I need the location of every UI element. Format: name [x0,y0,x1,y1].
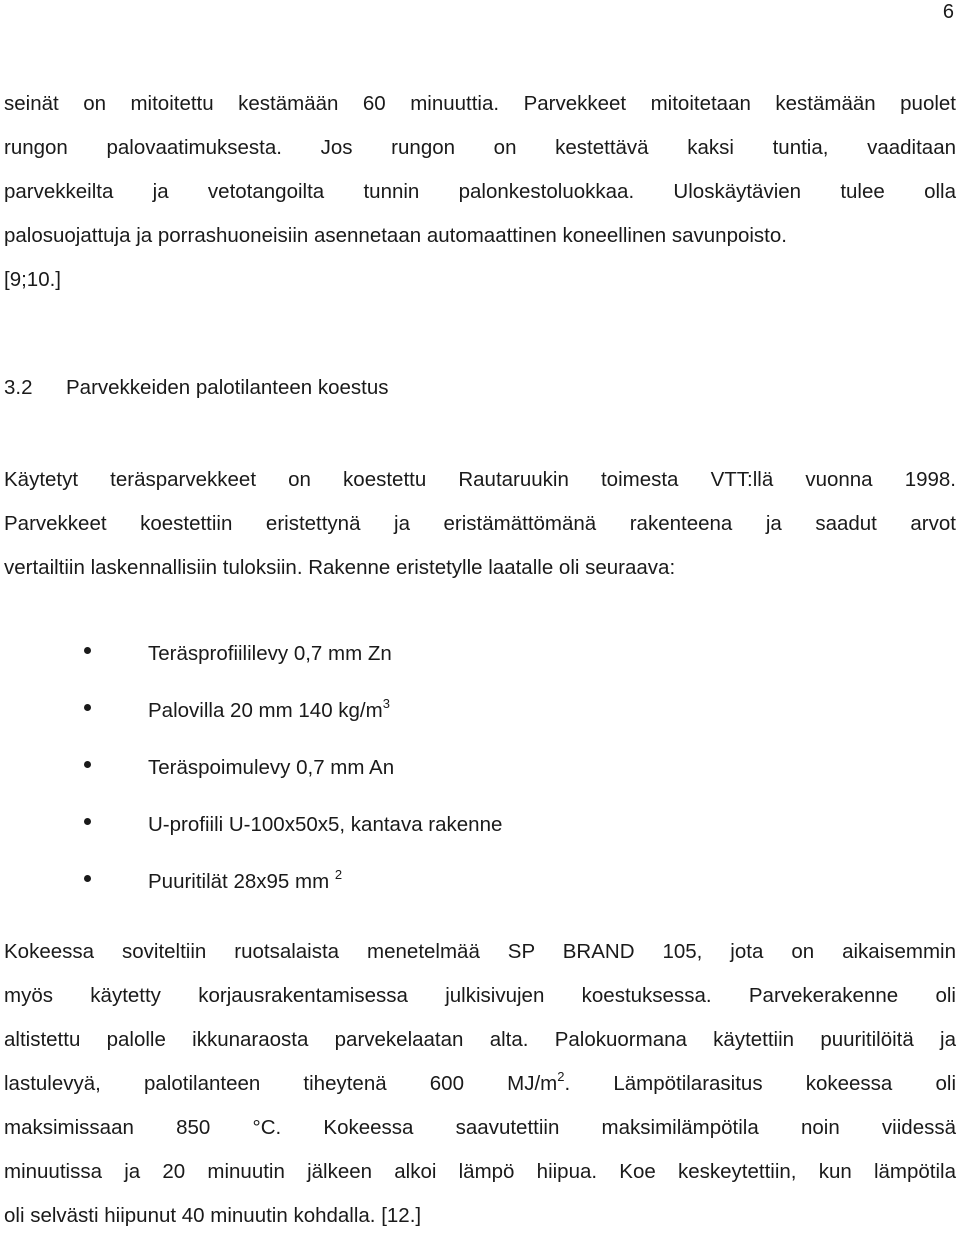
section-heading [4,366,389,410]
section-title: Parvekkeiden palotilanteen koestus [66,376,389,399]
paragraph-line: altistettu palolle ikkunaraosta parvekelaatan alta. Palokuormana käytettiin puuritilöitä ja [4,1028,956,1051]
list-item-text: Teräsprofiililevy 0,7 mm Zn [148,642,392,665]
list-item-text: Puuritilät 28x95 mm $^2$ [148,867,343,893]
section-number: 3.2 [4,376,33,399]
paragraph-line: [9;10.] [4,268,61,291]
paragraph-line: Käytetyt teräsparvekkeet on koestettu Rautaruukin toimesta VTT:llä vuonna 1998. [4,468,956,491]
paragraph-2 [4,458,956,590]
paragraph-line: parvekkeilta ja vetotangoilta tunnin palonkestoluokkaa. Uloskäytävien tulee olla [4,180,956,203]
list-item-text: U-profiili U-100x50x5, kantava rakenne [148,813,503,836]
paragraph-line: rungon palovaatimuksesta. Jos rungon on kestettävä kaksi tuntia, vaaditaan [4,136,956,159]
paragraph-line: lastulevyä, palotilanteen tiheytenä 600 $MJ/m^2$. Lämpötilarasitus kokeessa oli [4,1069,956,1095]
paragraph-line: maksimissaan 850 °C. Kokeessa saavutettiin maksimilämpötila noin viidessä [4,1116,956,1139]
bullet-icon [84,875,91,882]
page-number: 6 [942,1,954,23]
paragraph-line: Parvekkeet koestettiin eristettynä ja eristämättömänä rakenteena ja saadut arvot [4,512,956,535]
paragraph-line: palosuojattuja ja porrashuoneisiin asennetaan automaattinen koneellinen savunpoisto. [4,224,787,247]
bullet-icon [84,647,91,654]
paragraph-line: myös käytetty korjausrakentamisessa julkisivujen koestuksessa. Parvekerakenne oli [4,984,956,1007]
list-item-text: Palovilla 20 mm 140 $kg/m^3$ [148,696,390,722]
bullet-icon [84,704,91,711]
paragraph-line: vertailtiin laskennallisiin tuloksiin. Rakenne eristetylle laatalle oli seuraava: [4,556,676,579]
paragraph-line: Kokeessa soviteltiin ruotsalaista menetelmää SP BRAND 105, jota on aikaisemmin [4,940,956,963]
paragraph-line: oli selvästi hiipunut 40 minuutin kohdalla. [12.] [4,1204,422,1227]
paragraph-line: minuutissa ja 20 minuutin jälkeen alkoi lämpö hiipua. Koe keskeytettiin, kun lämpötila [4,1160,956,1183]
paragraph-1 [4,82,956,302]
paragraph-3 [4,930,956,1238]
list-item-text: Teräspoimulevy 0,7 mm An [148,756,395,779]
bullet-icon [84,818,91,825]
paragraph-line: seinät on mitoitettu kestämään 60 minuuttia. Parvekkeet mitoitetaan kestämään puolet [4,92,956,115]
bullet-icon [84,761,91,768]
